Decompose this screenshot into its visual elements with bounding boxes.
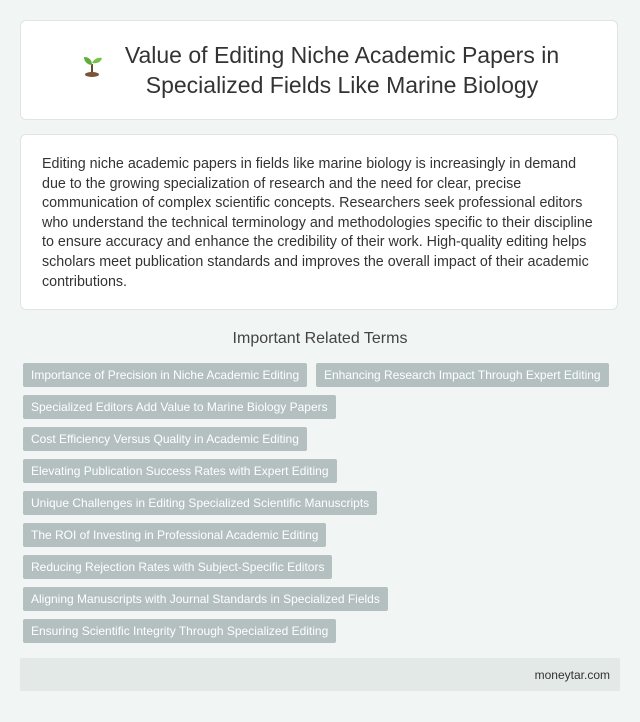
page-title <box>125 40 559 100</box>
related-term-tag[interactable]: Unique Challenges in Editing Specialized Scientific Manuscripts <box>23 491 377 515</box>
summary-text: Editing niche academic papers in fields like marine biology is increasingly in demand due to the growing specialization of research and the need for clear, precise communication of complex scientific concepts. Researchers seek professional editors who understand the technical terminology and methodologies specific to their discipline to ensure accuracy and enhance the credibility of their work. High-quality editing helps scholars meet publication standards and improves the overall impact of their academic contributions. <box>42 156 593 290</box>
summary-card <box>20 134 618 310</box>
related-term-tag[interactable]: Enhancing Research Impact Through Expert Editing <box>316 363 609 387</box>
footer-site-link[interactable]: moneytar.com <box>534 667 610 682</box>
title-wrap <box>21 21 617 119</box>
title-card <box>20 20 618 120</box>
related-terms-heading: Important Related Terms <box>232 330 408 347</box>
footer <box>20 658 620 691</box>
related-term-tag[interactable]: Importance of Precision in Niche Academic Editing <box>23 363 307 387</box>
related-term-tag[interactable]: Elevating Publication Success Rates with Expert Editing <box>23 459 337 483</box>
related-term-tag[interactable]: Aligning Manuscripts with Journal Standards in Specialized Fields <box>23 587 388 611</box>
sprout-icon <box>79 52 105 78</box>
related-term-tag[interactable]: Ensuring Scientific Integrity Through Specialized Editing <box>23 619 336 643</box>
page-title-line-2: Specialized Fields Like Marine Biology <box>145 72 539 98</box>
related-term-tag[interactable]: Cost Efficiency Versus Quality in Academic Editing <box>23 427 307 451</box>
related-term-tag[interactable]: Specialized Editors Add Value to Marine Biology Papers <box>23 395 336 419</box>
page-title-line-1: Value of Editing Niche Academic Papers in <box>124 42 560 68</box>
related-term-tag[interactable]: The ROI of Investing in Professional Academic Editing <box>23 523 326 547</box>
related-term-tag[interactable]: Reducing Rejection Rates with Subject-Specific Editors <box>23 555 332 579</box>
